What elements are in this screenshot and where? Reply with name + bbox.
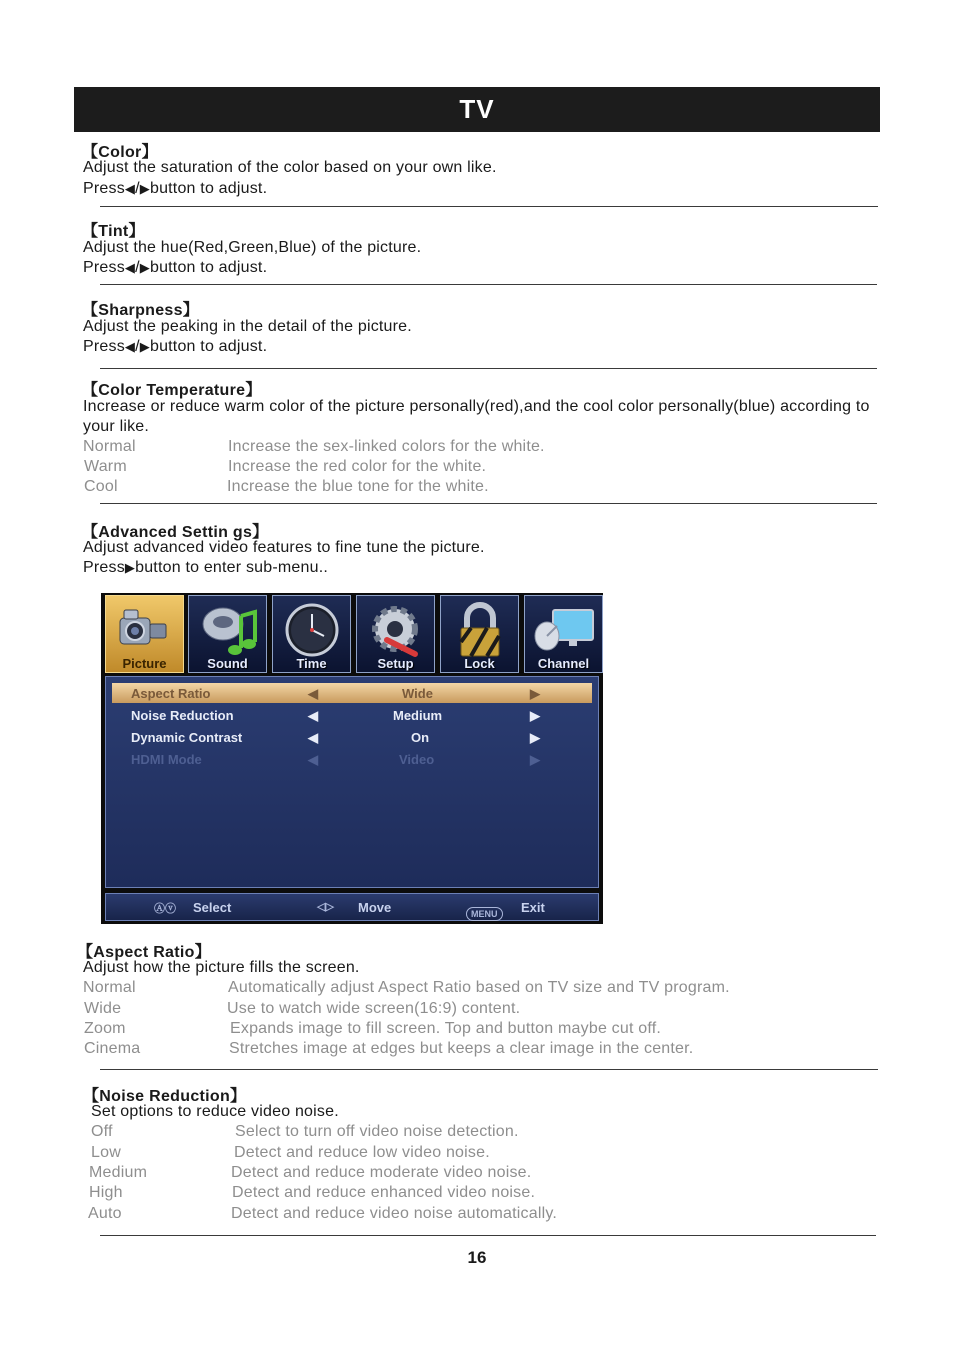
option-desc: Detect and reduce low video noise. — [234, 1144, 490, 1161]
tab-label: Setup — [377, 656, 414, 671]
menu-row-label: Dynamic Contrast — [131, 730, 243, 745]
option-name: Cool — [84, 478, 118, 495]
right-chevron-icon[interactable]: ▶ — [530, 708, 540, 723]
press-text: Press — [83, 338, 125, 355]
option-desc: Select to turn off video noise detection. — [235, 1123, 519, 1140]
tab-label: Picture — [122, 656, 167, 671]
adjust-text: button to adjust. — [149, 259, 268, 276]
advanced-settings-desc: Adjust advanced video features to fine tune the picture. — [83, 539, 485, 556]
left-right-keys-icon: ◁▷ — [317, 901, 334, 913]
option-desc: Detect and reduce enhanced video noise. — [232, 1184, 536, 1201]
divider — [100, 206, 878, 207]
menu-footer — [105, 893, 599, 921]
option-name: Cinema — [84, 1040, 141, 1057]
tab-label: Sound — [207, 656, 248, 671]
footer-exit: Exit — [521, 900, 545, 915]
press-text: Press — [83, 259, 125, 276]
left-chevron-icon: ◀ — [308, 752, 318, 767]
divider — [100, 368, 877, 369]
option-name: Zoom — [84, 1020, 126, 1037]
left-chevron-icon[interactable]: ◀ — [308, 686, 318, 701]
right-arrow-icon: ▶ — [139, 260, 150, 275]
right-chevron-icon[interactable]: ▶ — [530, 686, 540, 701]
menu-row-aspect-ratio[interactable] — [112, 683, 592, 703]
up-down-keys-icon: Ⓐⓥ — [154, 903, 176, 915]
adjust-text: button to adjust. — [149, 180, 268, 197]
tab-lock[interactable] — [440, 595, 519, 673]
page-title: TV — [459, 94, 495, 124]
menu-row-label: Aspect Ratio — [131, 686, 211, 701]
menu-row-label: Noise Reduction — [131, 708, 234, 723]
tint-press-line: Press◀/▶button to adjust. — [83, 259, 268, 276]
menu-row-value: Video — [399, 752, 435, 767]
adjust-text: button to adjust. — [149, 338, 268, 355]
menu-row-noise-reduction[interactable] — [112, 705, 592, 725]
left-chevron-icon[interactable]: ◀ — [308, 708, 318, 723]
advanced-press-line — [83, 559, 328, 577]
tab-channel[interactable] — [524, 595, 603, 673]
option-desc: Stretches image at edges but keeps a clear image in the center. — [229, 1040, 694, 1057]
right-arrow-icon: ▶ — [124, 560, 136, 575]
option-desc: Detect and reduce moderate video noise. — [231, 1164, 532, 1181]
menu-row-hdmi-mode — [112, 749, 592, 769]
option-name: Medium — [89, 1164, 148, 1181]
tint-heading: 【Tint】 — [82, 223, 145, 240]
left-arrow-icon: ◀ — [124, 181, 136, 196]
option-desc: Increase the sex-linked colors for the white. — [228, 438, 545, 455]
noise-reduction-desc: Set options to reduce video noise. — [91, 1103, 339, 1120]
page-title-banner — [74, 87, 880, 132]
sharpness-press-line: Press◀/▶button to adjust. — [83, 338, 268, 355]
option-name: Auto — [88, 1205, 122, 1222]
right-arrow-icon: ▶ — [139, 339, 150, 354]
menu-row-value: Medium — [393, 708, 443, 723]
color-temperature-heading: 【Color Temperature】 — [82, 382, 262, 399]
right-chevron-icon: ▶ — [530, 752, 540, 767]
divider — [100, 1235, 876, 1236]
option-name: Low — [91, 1144, 121, 1161]
noise-reduction-heading: 【Noise Reduction】 — [83, 1088, 247, 1105]
sharpness-desc: Adjust the peaking in the detail of the picture. — [83, 318, 412, 335]
footer-move: Move — [358, 900, 392, 915]
press-text: Press — [83, 180, 125, 197]
menu-row-dynamic-contrast[interactable] — [112, 727, 592, 747]
tab-label: Lock — [464, 656, 495, 671]
option-name: Off — [91, 1123, 113, 1140]
menu-row-label: HDMI Mode — [131, 752, 202, 767]
color-heading: 【Color】 — [82, 144, 158, 161]
menu-row-value: Wide — [402, 686, 433, 701]
option-desc: Automatically adjust Aspect Ratio based on TV size and TV program. — [228, 979, 730, 996]
menu-key-label: MENU — [466, 907, 503, 921]
menu-row-value: On — [411, 730, 430, 745]
right-arrow-icon: ▶ — [139, 181, 150, 196]
aspect-ratio-heading: 【Aspect Ratio】 — [77, 944, 211, 961]
page-number: 16 — [467, 1248, 487, 1267]
menu-tab-bar — [104, 595, 601, 675]
option-name: Wide — [84, 1000, 122, 1017]
tab-sound[interactable] — [188, 595, 267, 673]
divider — [100, 1069, 878, 1070]
left-arrow-icon: ◀ — [124, 339, 136, 354]
tab-setup[interactable] — [356, 595, 435, 673]
left-arrow-icon: ◀ — [124, 260, 136, 275]
option-desc: Expands image to fill screen. Top and button maybe cut off. — [230, 1020, 662, 1037]
option-desc: Use to watch wide screen(16:9) content. — [227, 1000, 521, 1017]
menu-panel — [105, 676, 599, 888]
option-name: Normal — [83, 979, 136, 996]
tab-label: Channel — [537, 656, 590, 671]
color-desc: Adjust the saturation of the color based on your own like. — [83, 159, 497, 176]
tab-picture[interactable] — [105, 595, 184, 673]
option-desc: Detect and reduce video noise automatically. — [231, 1205, 558, 1222]
tv-menu-screenshot — [101, 593, 603, 924]
aspect-ratio-desc: Adjust how the picture fills the screen. — [83, 959, 360, 976]
option-desc: Increase the red color for the white. — [228, 458, 487, 475]
advanced-settings-heading: 【Advanced Settin gs】 — [82, 524, 269, 541]
sharpness-heading: 【Sharpness】 — [82, 302, 200, 319]
option-desc: Increase the blue tone for the white. — [227, 478, 489, 495]
tab-time[interactable] — [272, 595, 351, 673]
option-name: Warm — [84, 458, 127, 475]
footer-select: Select — [193, 900, 232, 915]
tint-desc: Adjust the hue(Red,Green,Blue) of the picture. — [83, 239, 422, 256]
option-name: Normal — [83, 438, 136, 455]
right-chevron-icon[interactable]: ▶ — [530, 730, 540, 745]
press-text: Press — [83, 559, 125, 576]
enter-text: button to enter sub-menu.. — [135, 559, 328, 576]
divider — [100, 503, 877, 504]
tab-label: Time — [296, 656, 327, 671]
left-chevron-icon[interactable]: ◀ — [308, 730, 318, 745]
option-name: High — [89, 1184, 123, 1201]
divider — [100, 284, 877, 285]
color-press-line: Press◀/▶button to adjust. — [83, 180, 268, 197]
color-temperature-desc: Increase or reduce warm color of the picture personally(red),and the cool color personally(blue) according to your like. — [83, 398, 870, 435]
